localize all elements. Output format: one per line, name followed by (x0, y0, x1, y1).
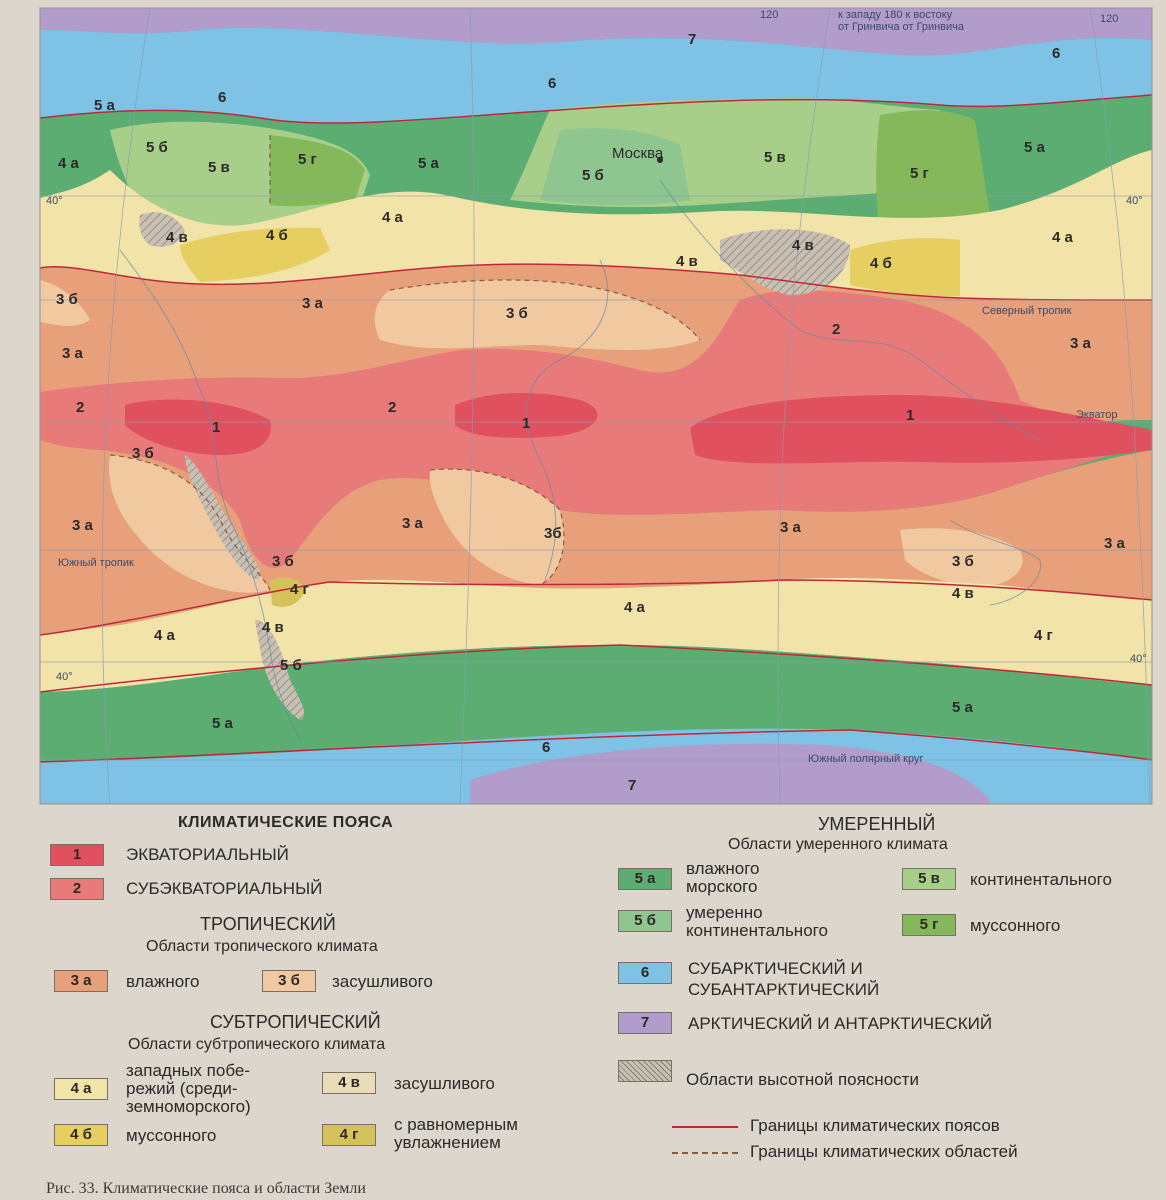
label-4v-l: 4 в (166, 229, 188, 246)
label-3b-m: 3 б (506, 305, 528, 322)
label-5v-l: 5 в (208, 159, 230, 176)
label-3a-nr: 3 a (1070, 335, 1091, 352)
legend-label-5v: континентального (970, 870, 1112, 889)
label-4v-m1: 4 в (676, 253, 698, 270)
label-4a-l: 4 a (58, 155, 79, 172)
zone-temperate-mod2-mid (540, 128, 690, 205)
label-moskva: Москва (612, 145, 664, 162)
label-4b-l: 4 б (266, 227, 288, 244)
label-6-top-left: 6 (218, 89, 227, 106)
legend-swatch-4g: 4 г (322, 1124, 376, 1146)
legend-swatch-5a: 5 а (618, 868, 672, 890)
label-3a-sm: 3 a (402, 515, 423, 532)
legend-region-boundary-line (672, 1152, 738, 1154)
label-5b-m: 5 б (582, 167, 604, 184)
label-lat40-s-left: 40° (56, 671, 73, 683)
legend-tropical-subtitle: Области тропического климата (146, 938, 378, 955)
label-5a-sr: 5 a (952, 699, 973, 716)
label-lon-120: 120 (760, 9, 779, 21)
label-3a-sfr: 3 a (1104, 535, 1125, 552)
label-4a-r: 4 a (1052, 229, 1073, 246)
label-6-top-mid: 6 (548, 75, 557, 92)
label-5v-m: 5 в (764, 149, 786, 166)
label-1-r: 1 (906, 407, 915, 424)
label-7-top: 7 (688, 31, 697, 48)
label-5g-r: 5 г (910, 165, 929, 182)
label-south-tropic: Южный тропик (58, 557, 134, 569)
legend-label-highland: Области высотной поясности (686, 1070, 919, 1089)
label-5a-tl: 5 a (94, 97, 115, 114)
legend-swatch-4a: 4 а (54, 1078, 108, 1100)
legend-swatch-7: 7 (618, 1012, 672, 1034)
label-3a-l: 3 a (62, 345, 83, 362)
label-5b-l: 5 б (146, 139, 168, 156)
legend-label-region-boundary: Границы климатических областей (750, 1142, 1018, 1161)
legend-swatch-4v: 4 в (322, 1072, 376, 1094)
label-3b-sm: 3б (544, 525, 562, 542)
label-4a-sl: 4 a (154, 627, 175, 644)
label-4g-au: 4 г (1034, 627, 1053, 644)
label-6-south: 6 (542, 739, 551, 756)
legend-label-5a: влажного морского (686, 859, 760, 896)
legend-label-4b: муссонного (126, 1126, 217, 1145)
map-legend (40, 806, 1150, 1168)
legend-subtropical-title: СУБТРОПИЧЕСКИЙ (210, 1012, 381, 1032)
label-1-m: 1 (522, 415, 531, 432)
legend-swatch-2: 2 (50, 878, 104, 900)
label-north-tropic: Северный тропик (982, 305, 1072, 317)
legend-title: КЛИМАТИЧЕСКИЕ ПОЯСА (178, 814, 394, 831)
legend-swatch-1: 1 (50, 844, 104, 866)
legend-label-4g: с равномерным увлажнением (394, 1115, 518, 1152)
legend-label-1: ЭКВАТОРИАЛЬНЫЙ (126, 845, 289, 864)
label-6-top-right: 6 (1052, 45, 1061, 62)
label-2-m: 2 (388, 399, 397, 416)
label-4v-au: 4 в (952, 585, 974, 602)
label-7-south: 7 (628, 777, 637, 794)
label-4a-sm: 4 a (624, 599, 645, 616)
legend-swatch-3a: 3 а (54, 970, 108, 992)
legend-label-7: АРКТИЧЕСКИЙ И АНТАРКТИЧЕСКИЙ (688, 1014, 993, 1033)
label-3b-sl: 3 б (132, 445, 154, 462)
label-3a-sl: 3 a (72, 517, 93, 534)
figure-caption: Рис. 33. Климатические пояса и области Земли (46, 1180, 366, 1197)
legend-label-3b: засушливого (332, 972, 433, 991)
label-south-polar: Южный полярный круг (808, 753, 924, 765)
label-lon-120r: 120 (1100, 13, 1119, 25)
label-2-r: 2 (832, 321, 841, 338)
legend-temperate-subtitle: Области умеренного климата (728, 836, 948, 853)
label-3b-l: 3 б (56, 291, 78, 308)
label-lon-180: к западу 180 к востоку (838, 9, 953, 21)
label-2-l: 2 (76, 399, 85, 416)
legend-swatch-highland (618, 1060, 672, 1082)
label-5b-sa: 5 б (280, 657, 302, 674)
legend-temperate-title: УМЕРЕННЫЙ (818, 814, 936, 834)
label-5a-ml: 5 a (418, 155, 439, 172)
label-4v-m2: 4 в (792, 237, 814, 254)
legend-label-3a: влажного (126, 972, 200, 991)
legend-subtropical-subtitle: Области субтропического климата (128, 1036, 386, 1053)
label-4b-r: 4 б (870, 255, 892, 272)
legend-swatch-5g: 5 г (902, 914, 956, 936)
legend-swatch-5v: 5 в (902, 868, 956, 890)
legend-label-5b: умеренно континентального (686, 903, 828, 940)
label-3a-sr: 3 a (780, 519, 801, 536)
legend-label-5g: муссонного (970, 916, 1061, 935)
label-lat40-s-right: 40° (1130, 653, 1147, 665)
label-3a-nl: 3 a (302, 295, 323, 312)
zone-subtropical-mon-right (850, 238, 960, 296)
legend-belt-boundary-line (672, 1126, 738, 1128)
label-1-l: 1 (212, 419, 221, 436)
legend-label-4v: засушливого (394, 1074, 495, 1093)
label-4g-sa: 4 г (290, 581, 309, 598)
legend-label-belt-boundary: Границы климатических поясов (750, 1116, 1000, 1135)
label-5g-l: 5 г (298, 151, 317, 168)
label-3b-sa: 3 б (272, 553, 294, 570)
label-lat40-left: 40° (46, 195, 63, 207)
label-3b-sr: 3 б (952, 553, 974, 570)
label-equator: Экватор (1076, 409, 1118, 421)
label-5a-sl: 5 a (212, 715, 233, 732)
legend-label-6: СУБАРКТИЧЕСКИЙ И СУБАНТАРКТИЧЕСКИЙ (688, 959, 880, 999)
label-4v-sa: 4 в (262, 619, 284, 636)
legend-swatch-4b: 4 б (54, 1124, 108, 1146)
legend-tropical-title: ТРОПИЧЕСКИЙ (200, 914, 336, 934)
legend-label-4a: западных побе- режий (среди- земноморского) (126, 1061, 251, 1116)
label-5a-tr: 5 a (1024, 139, 1045, 156)
label-lat40-right: 40° (1126, 195, 1143, 207)
legend-swatch-5b: 5 б (618, 910, 672, 932)
label-4a-m: 4 a (382, 209, 403, 226)
label-lon-grin: от Гринвича от Гринвича (838, 21, 965, 33)
legend-swatch-3b: 3 б (262, 970, 316, 992)
legend-swatch-6: 6 (618, 962, 672, 984)
legend-label-2: СУБЭКВАТОРИАЛЬНЫЙ (126, 879, 323, 898)
